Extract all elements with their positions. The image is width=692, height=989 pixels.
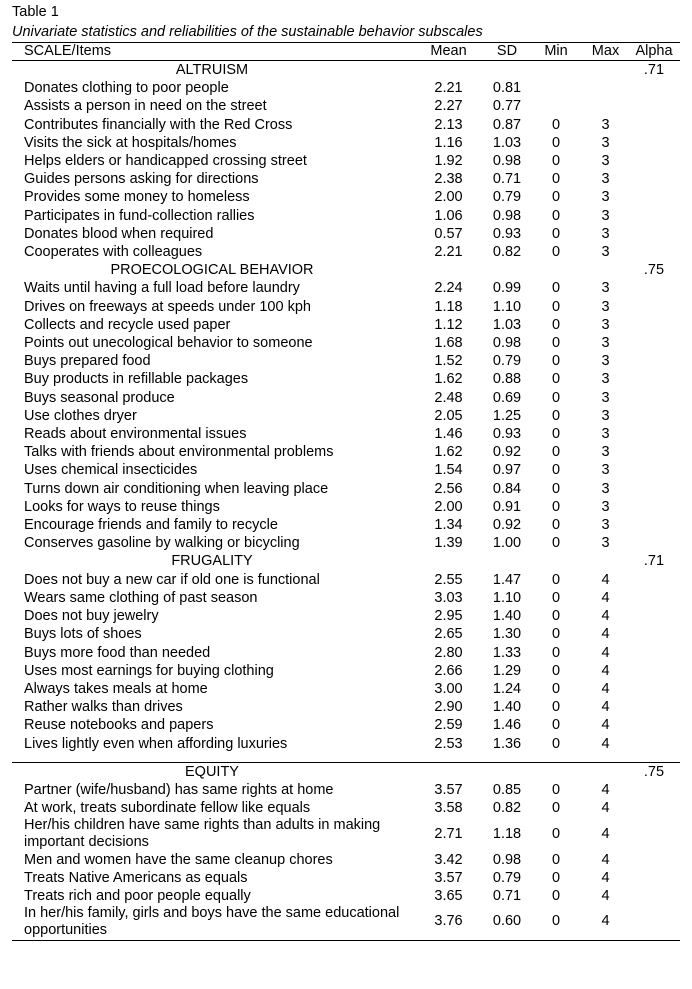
min-value: 0 — [551, 280, 561, 297]
sd-value: 1.03 — [492, 316, 522, 333]
max-value: 3 — [601, 480, 610, 497]
table-row — [12, 799, 680, 817]
table-row — [12, 79, 680, 97]
max-value: 3 — [601, 171, 610, 188]
table-row — [12, 370, 680, 388]
sd-value: 1.03 — [492, 134, 522, 151]
item-label: Buy products in refillable packages — [24, 371, 249, 388]
min-value: 0 — [551, 825, 561, 842]
max-value: 3 — [601, 189, 610, 206]
item-label: Turns down air conditioning when leaving place — [24, 480, 329, 497]
item-label: Donates clothing to poor people — [24, 80, 229, 97]
min-value: 0 — [551, 498, 561, 515]
max-value: 3 — [601, 116, 610, 133]
section-gap — [12, 753, 680, 762]
section-header — [12, 261, 680, 279]
table-row — [12, 97, 680, 115]
sd-value: 0.85 — [492, 781, 522, 798]
header-alpha: Alpha — [635, 43, 673, 59]
table-row — [12, 407, 680, 425]
min-value: 0 — [551, 316, 561, 333]
sd-value: 0.82 — [492, 244, 522, 261]
section-name: PROECOLOGICAL BEHAVIOR — [110, 262, 314, 279]
table-row — [12, 352, 680, 370]
min-value: 0 — [551, 517, 561, 534]
item-label: Looks for ways to reuse things — [24, 498, 220, 515]
table-row — [12, 817, 680, 850]
mean-value: 3.03 — [434, 589, 463, 606]
mean-value: 2.00 — [434, 498, 463, 515]
mean-value: 1.18 — [434, 298, 463, 315]
min-value: 0 — [551, 869, 561, 886]
item-label: Participates in fund-collection rallies — [24, 207, 255, 224]
section-alpha: .75 — [643, 763, 665, 780]
table-row — [12, 534, 680, 552]
sd-value: 0.92 — [492, 517, 522, 534]
item-label: Does not buy jewelry — [24, 608, 159, 625]
item-label: Her/his children have same rights than adults in making important decisions — [24, 817, 381, 850]
max-value: 4 — [601, 626, 610, 643]
min-value: 0 — [551, 913, 561, 930]
sd-value: 0.71 — [492, 887, 522, 904]
table-row — [12, 279, 680, 297]
item-label: Buys lots of shoes — [24, 626, 142, 643]
max-value: 3 — [601, 153, 610, 170]
sd-value: 1.47 — [492, 571, 522, 588]
min-value: 0 — [551, 335, 561, 352]
min-value: 0 — [551, 699, 561, 716]
table-title: Univariate statistics and reliabilities of the sustainable behavior subscales — [12, 24, 483, 40]
mean-value: 2.48 — [434, 389, 463, 406]
max-value: 3 — [601, 498, 610, 515]
min-value: 0 — [551, 189, 561, 206]
max-value: 3 — [601, 298, 610, 315]
min-value: 0 — [551, 207, 561, 224]
max-value: 3 — [601, 517, 610, 534]
item-label: Visits the sick at hospitals/homes — [24, 134, 237, 151]
max-value: 3 — [601, 207, 610, 224]
min-value: 0 — [551, 353, 561, 370]
table-row — [12, 781, 680, 799]
sd-value: 0.77 — [492, 98, 522, 115]
section-header — [12, 763, 680, 781]
table-row — [12, 243, 680, 261]
max-value: 4 — [601, 662, 610, 679]
mean-value: 2.27 — [434, 98, 463, 115]
table-row — [12, 207, 680, 225]
section-header — [12, 552, 680, 570]
sd-value: 1.33 — [492, 644, 522, 661]
item-label: Lives lightly even when affording luxuries — [24, 735, 288, 752]
mean-value: 2.56 — [434, 480, 463, 497]
min-value: 0 — [551, 389, 561, 406]
sd-value: 0.98 — [492, 851, 522, 868]
mean-value: 2.21 — [434, 80, 463, 97]
sd-value: 0.84 — [492, 480, 522, 497]
max-value: 4 — [601, 608, 610, 625]
mean-value: 3.57 — [434, 781, 463, 798]
max-value: 4 — [601, 887, 610, 904]
min-value: 0 — [551, 800, 561, 817]
max-value: 3 — [601, 225, 610, 242]
mean-value: 2.90 — [434, 699, 463, 716]
item-label: Men and women have the same cleanup chores — [24, 851, 333, 868]
item-label: Helps elders or handicapped crossing street — [24, 153, 307, 170]
table-row — [12, 334, 680, 352]
sd-value: 0.87 — [492, 116, 522, 133]
max-value: 3 — [601, 244, 610, 261]
table-row — [12, 188, 680, 206]
mean-value: 1.62 — [434, 371, 463, 388]
item-label: Does not buy a new car if old one is functional — [24, 571, 320, 588]
section-alpha: .71 — [643, 553, 665, 570]
mean-value: 1.52 — [434, 353, 463, 370]
item-label: Treats rich and poor people equally — [24, 887, 251, 904]
section-name: EQUITY — [185, 763, 239, 780]
max-value: 4 — [601, 589, 610, 606]
max-value: 3 — [601, 535, 610, 552]
sd-value: 1.40 — [492, 699, 522, 716]
sd-value: 0.91 — [492, 498, 522, 515]
item-label: Buys prepared food — [24, 353, 151, 370]
max-value: 3 — [601, 444, 610, 461]
mean-value: 2.24 — [434, 280, 463, 297]
section-alpha: .75 — [643, 262, 665, 279]
mean-value: 3.42 — [434, 851, 463, 868]
table-row — [12, 461, 680, 479]
mean-value: 1.16 — [434, 134, 463, 151]
table-row — [12, 298, 680, 316]
sd-value: 0.79 — [492, 353, 522, 370]
sd-value: 0.79 — [492, 869, 522, 886]
sd-value: 0.60 — [492, 913, 522, 930]
mean-value: 3.65 — [434, 887, 463, 904]
item-label: In her/his family, girls and boys have the same educational opportunities — [24, 905, 400, 938]
table-row — [12, 735, 680, 753]
item-label: Assists a person in need on the street — [24, 98, 267, 115]
item-label: Provides some money to homeless — [24, 189, 250, 206]
item-label: Waits until having a full load before laundry — [24, 280, 300, 297]
item-label: Drives on freeways at speeds under 100 kph — [24, 298, 311, 315]
table-row — [12, 516, 680, 534]
table-row — [12, 869, 680, 887]
item-label: Cooperates with colleagues — [24, 244, 203, 261]
item-label: Use clothes dryer — [24, 407, 137, 424]
sd-value: 0.92 — [492, 444, 522, 461]
min-value: 0 — [551, 717, 561, 734]
mean-value: 1.39 — [434, 535, 463, 552]
sd-value: 1.30 — [492, 626, 522, 643]
sd-value: 0.81 — [492, 80, 522, 97]
sd-value: 0.98 — [492, 335, 522, 352]
table-row — [12, 225, 680, 243]
max-value: 3 — [601, 316, 610, 333]
min-value: 0 — [551, 680, 561, 697]
min-value: 0 — [551, 171, 561, 188]
table-body — [12, 61, 680, 941]
mean-value: 1.12 — [434, 316, 463, 333]
min-value: 0 — [551, 298, 561, 315]
min-value: 0 — [551, 116, 561, 133]
section-name: FRUGALITY — [171, 553, 253, 570]
min-value: 0 — [551, 644, 561, 661]
min-value: 0 — [551, 589, 561, 606]
sd-value: 0.97 — [492, 462, 522, 479]
bottom-rule — [12, 940, 680, 941]
min-value: 0 — [551, 244, 561, 261]
mean-value: 1.46 — [434, 426, 463, 443]
max-value: 3 — [601, 462, 610, 479]
max-value: 4 — [601, 699, 610, 716]
table-row — [12, 607, 680, 625]
header-max: Max — [591, 43, 620, 59]
mean-value: 3.58 — [434, 800, 463, 817]
max-value: 4 — [601, 680, 610, 697]
max-value: 3 — [601, 134, 610, 151]
item-label: Always takes meals at home — [24, 680, 208, 697]
sd-value: 0.93 — [492, 225, 522, 242]
mean-value: 2.65 — [434, 626, 463, 643]
min-value: 0 — [551, 535, 561, 552]
min-value: 0 — [551, 571, 561, 588]
table-row — [12, 905, 680, 938]
item-label: Treats Native Americans as equals — [24, 869, 248, 886]
item-label: Buys seasonal produce — [24, 389, 175, 406]
max-value: 4 — [601, 851, 610, 868]
min-value: 0 — [551, 662, 561, 679]
table-row — [12, 498, 680, 516]
min-value: 0 — [551, 444, 561, 461]
mean-value: 2.80 — [434, 644, 463, 661]
min-value: 0 — [551, 887, 561, 904]
item-label: Guides persons asking for directions — [24, 171, 259, 188]
table-row — [12, 644, 680, 662]
table-row — [12, 887, 680, 905]
max-value: 4 — [601, 869, 610, 886]
sd-value: 1.18 — [492, 825, 522, 842]
sd-value: 0.69 — [492, 389, 522, 406]
table-row — [12, 625, 680, 643]
mean-value: 2.59 — [434, 717, 463, 734]
min-value: 0 — [551, 735, 561, 752]
sd-value: 1.25 — [492, 407, 522, 424]
max-value: 3 — [601, 371, 610, 388]
mean-value: 2.00 — [434, 189, 463, 206]
item-label: Partner (wife/husband) has same rights at home — [24, 781, 334, 798]
item-label: Buys more food than needed — [24, 644, 211, 661]
sd-value: 1.10 — [492, 589, 522, 606]
max-value: 4 — [601, 913, 610, 930]
mean-value: 1.54 — [434, 462, 463, 479]
item-label: Collects and recycle used paper — [24, 316, 231, 333]
sd-value: 1.24 — [492, 680, 522, 697]
sd-value: 0.88 — [492, 371, 522, 388]
item-label: Talks with friends about environmental problems — [24, 444, 334, 461]
max-value: 4 — [601, 800, 610, 817]
table-row — [12, 589, 680, 607]
item-label: Wears same clothing of past season — [24, 589, 258, 606]
table-row — [12, 571, 680, 589]
table-row — [12, 851, 680, 869]
mean-value: 2.53 — [434, 735, 463, 752]
sd-value: 0.71 — [492, 171, 522, 188]
min-value: 0 — [551, 225, 561, 242]
table-row — [12, 425, 680, 443]
mean-value: 1.62 — [434, 444, 463, 461]
mean-value: 2.71 — [434, 825, 463, 842]
sd-value: 1.40 — [492, 608, 522, 625]
mean-value: 2.55 — [434, 571, 463, 588]
table-row — [12, 680, 680, 698]
min-value: 0 — [551, 480, 561, 497]
sd-value: 1.00 — [492, 535, 522, 552]
mean-value: 0.57 — [434, 225, 463, 242]
table-row — [12, 134, 680, 152]
mean-value: 1.68 — [434, 335, 463, 352]
min-value: 0 — [551, 462, 561, 479]
item-label: Conserves gasoline by walking or bicycling — [24, 535, 300, 552]
sd-value: 0.98 — [492, 207, 522, 224]
table-row — [12, 152, 680, 170]
mean-value: 3.76 — [434, 913, 463, 930]
min-value: 0 — [551, 851, 561, 868]
min-value: 0 — [551, 134, 561, 151]
min-value: 0 — [551, 781, 561, 798]
table-row — [12, 316, 680, 334]
sd-value: 0.98 — [492, 153, 522, 170]
mean-value: 2.66 — [434, 662, 463, 679]
header-mean: Mean — [430, 43, 467, 59]
mean-value: 2.38 — [434, 171, 463, 188]
sd-value: 0.79 — [492, 189, 522, 206]
sd-value: 0.93 — [492, 426, 522, 443]
section-name: ALTRUISM — [175, 62, 249, 78]
table-row — [12, 443, 680, 461]
max-value: 4 — [601, 781, 610, 798]
header-sd: SD — [496, 43, 518, 59]
max-value: 3 — [601, 407, 610, 424]
mean-value: 2.95 — [434, 608, 463, 625]
max-value: 4 — [601, 735, 610, 752]
max-value: 3 — [601, 389, 610, 406]
sd-value: 1.46 — [492, 717, 522, 734]
item-label: Reuse notebooks and papers — [24, 717, 214, 734]
mean-value: 3.00 — [434, 680, 463, 697]
item-label: Points out unecological behavior to someone — [24, 335, 313, 352]
max-value: 3 — [601, 335, 610, 352]
min-value: 0 — [551, 371, 561, 388]
min-value: 0 — [551, 608, 561, 625]
max-value: 4 — [601, 571, 610, 588]
max-value: 4 — [601, 825, 610, 842]
sd-value: 1.10 — [492, 298, 522, 315]
sd-value: 1.29 — [492, 662, 522, 679]
header-min: Min — [544, 43, 568, 59]
item-label: Reads about environmental issues — [24, 426, 247, 443]
max-value: 4 — [601, 644, 610, 661]
max-value: 3 — [601, 280, 610, 297]
table-row — [12, 662, 680, 680]
item-label: Donates blood when required — [24, 225, 214, 242]
sd-value: 1.36 — [492, 735, 522, 752]
max-value: 3 — [601, 353, 610, 370]
table-row — [12, 480, 680, 498]
item-label: Rather walks than drives — [24, 699, 183, 716]
mean-value: 2.05 — [434, 407, 463, 424]
table-row — [12, 170, 680, 188]
max-value: 3 — [601, 426, 610, 443]
mean-value: 1.34 — [434, 517, 463, 534]
mean-value: 1.92 — [434, 153, 463, 170]
min-value: 0 — [551, 626, 561, 643]
mean-value: 3.57 — [434, 869, 463, 886]
mean-value: 1.06 — [434, 207, 463, 224]
min-value: 0 — [551, 426, 561, 443]
table-label: Table 1 — [12, 4, 59, 20]
table-row — [12, 389, 680, 407]
table-row — [12, 116, 680, 134]
max-value: 4 — [601, 717, 610, 734]
item-label: At work, treats subordinate fellow like equals — [24, 800, 311, 817]
section-alpha: .71 — [643, 62, 665, 78]
section-header — [12, 61, 680, 79]
header-item: SCALE/Items — [24, 43, 112, 59]
table-row — [12, 716, 680, 734]
mean-value: 2.13 — [434, 116, 463, 133]
item-label: Contributes financially with the Red Cross — [24, 116, 293, 133]
item-label: Uses chemical insecticides — [24, 462, 198, 479]
sd-value: 0.82 — [492, 800, 522, 817]
min-value: 0 — [551, 407, 561, 424]
header-row — [12, 43, 680, 60]
min-value: 0 — [551, 153, 561, 170]
table-row — [12, 698, 680, 716]
item-label: Uses most earnings for buying clothing — [24, 662, 274, 679]
mean-value: 2.21 — [434, 244, 463, 261]
item-label: Encourage friends and family to recycle — [24, 517, 278, 534]
sd-value: 0.99 — [492, 280, 522, 297]
